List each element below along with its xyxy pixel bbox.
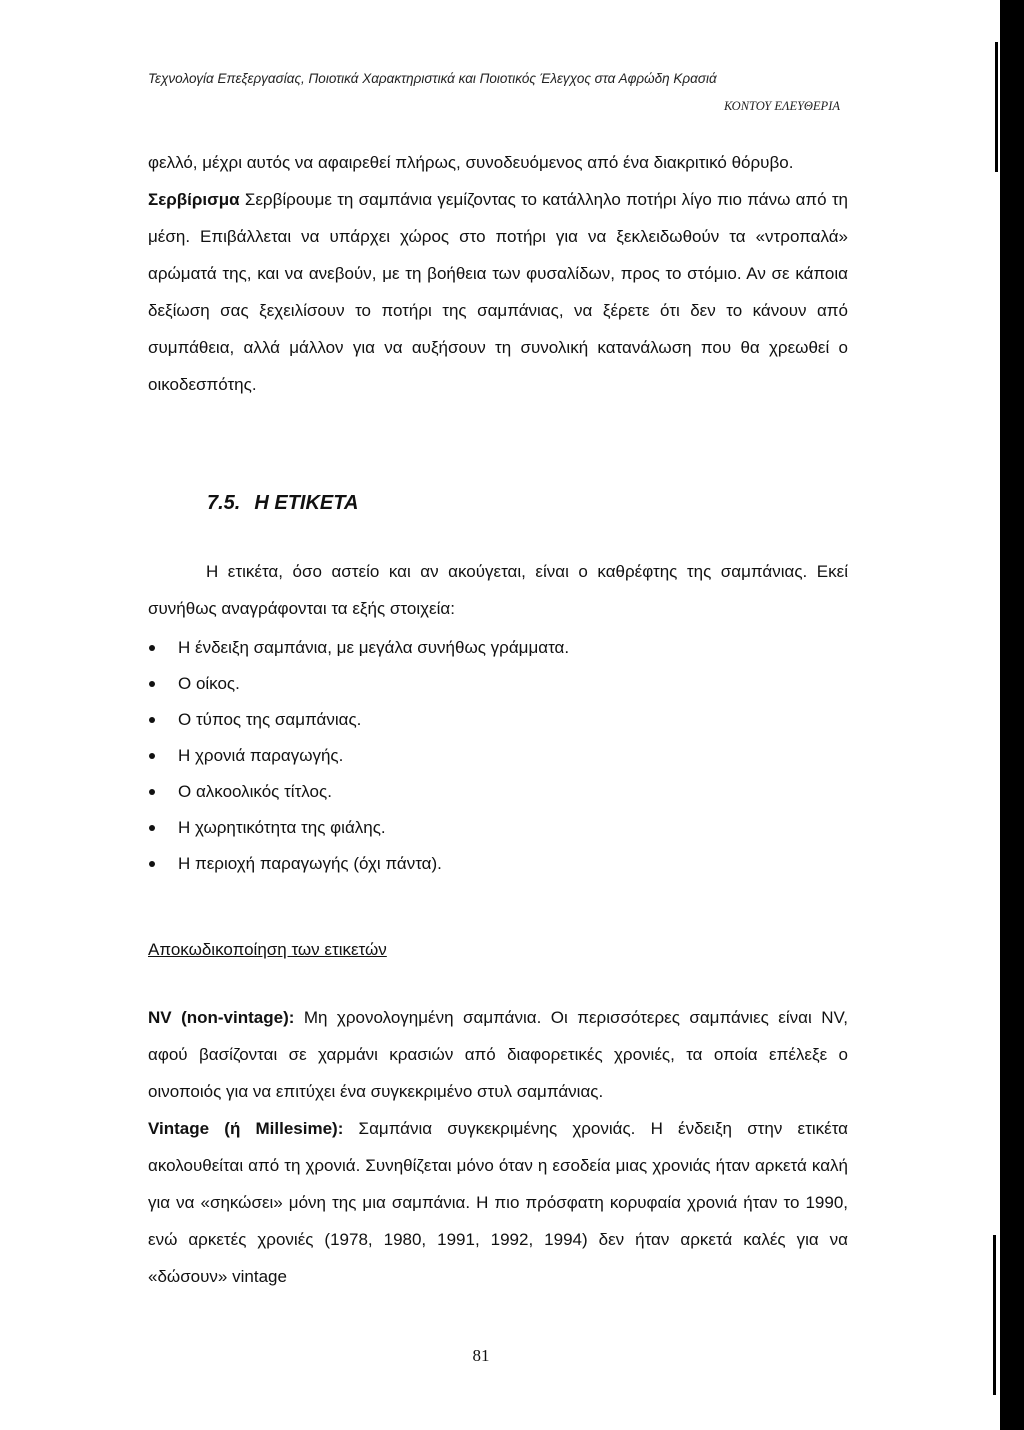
- list-item: Ο οίκος.: [148, 666, 848, 702]
- margin-rule-top: [995, 42, 998, 172]
- list-item: Η ένδειξη σαμπάνια, με μεγάλα συνήθως γράμματα.: [148, 630, 848, 666]
- decoding-block: [148, 999, 848, 1295]
- list-item: Η χρονιά παραγωγής.: [148, 738, 848, 774]
- list-item: Ο τύπος της σαμπάνιας.: [148, 702, 848, 738]
- label-intro-paragraph: Η ετικέτα, όσο αστείο και αν ακούγεται, είναι ο καθρέφτης της σαμπάνιας. Εκεί συνήθως αναγράφονται τα εξής στοιχεία:: [148, 562, 848, 618]
- paragraph-vintage: [148, 1110, 848, 1295]
- decoding-subheading: Αποκωδικοποίηση των ετικετών: [148, 940, 387, 959]
- nv-term: NV (non-vintage):: [148, 1008, 295, 1027]
- paragraph-cork: φελλό, μέχρι αυτός να αφαιρεθεί πλήρως, συνοδευόμενος από ένα διακριτικό θόρυβο.: [148, 153, 794, 172]
- paragraph-serving: [148, 181, 848, 403]
- list-item: Η χωρητικότητα της φιάλης.: [148, 810, 848, 846]
- serving-text: Σερβίρουμε τη σαμπάνια γεμίζοντας το κατάλληλο ποτήρι λίγο πιο πάνω από τη μέση. Επιβάλλεται να υπάρχει χώρος στο ποτήρι για να ξεκλειδωθούν τα «ντροπαλά» αρώματά της, και να ανεβούν, με τη βοήθεια των φυσαλίδων, προς το στόμιο. Αν σε κάποια δεξίωση σας ξεχειλίσουν το ποτήρι της σαμπάνιας, να ξέρετε ότι δεν το κάνουν από συμπάθεια, αλλά μάλλον για να αυξήσουν τη συνολική κατανάλωση που θα χρεωθεί ο οικοδεσπότης.: [148, 190, 848, 394]
- vintage-term: Vintage (ή Millesime):: [148, 1119, 344, 1138]
- label-intro-block: [148, 553, 848, 627]
- list-item: Ο αλκοολικός τίτλος.: [148, 774, 848, 810]
- list-item: Η περιοχή παραγωγής (όχι πάντα).: [148, 846, 848, 882]
- serving-term: Σερβίρισμα: [148, 190, 240, 209]
- section-heading: [207, 492, 372, 515]
- section-number: 7.5.: [207, 492, 241, 514]
- paragraph-nv: [148, 999, 848, 1110]
- page-number: 81: [472, 1346, 490, 1365]
- nv-text: Μη χρονολογημένη σαμπάνια. Οι περισσότερες σαμπάνιες είναι NV, αφού βασίζονται σε χαρμάνι κρασιών από διαφορετικές χρονιές, τα οποία επέλεξε ο οινοποιός για να επιτύχει ένα συγκεκριμένο στυλ σαμπάνιας.: [148, 1008, 848, 1101]
- section-title: Η ΕΤΙΚΕΤΑ: [254, 492, 359, 514]
- margin-rule-bottom: [993, 1235, 996, 1395]
- vintage-text: Σαμπάνια συγκεκριμένης χρονιάς. Η ένδειξη στην ετικέτα ακολουθείται από τη χρονιά. Συνηθίζεται μόνο όταν η εσοδεία μιας χρονιάς ήταν αρκετά καλή για να «σηκώσει» μόνη της μια σαμπάνια. Η πιο πρόσφατη κορυφαία χρονιά ήταν το 1990, ενώ αρκετές χρονιές (1978, 1980, 1991, 1992, 1994) δεν ήταν αρκετά καλές για να «δώσουν» vintage: [148, 1119, 848, 1286]
- running-header-author: ΚΟΝΤΟΥ ΕΛΕΥΘΕΡΙΑ: [724, 99, 840, 113]
- running-header-title: Τεχνολογία Επεξεργασίας, Ποιοτικά Χαρακτηριστικά και Ποιοτικός Έλεγχος στα Αφρώδη Κρασιά: [148, 71, 717, 86]
- serving-paragraph-block: [148, 144, 848, 403]
- label-elements-list: [148, 630, 848, 882]
